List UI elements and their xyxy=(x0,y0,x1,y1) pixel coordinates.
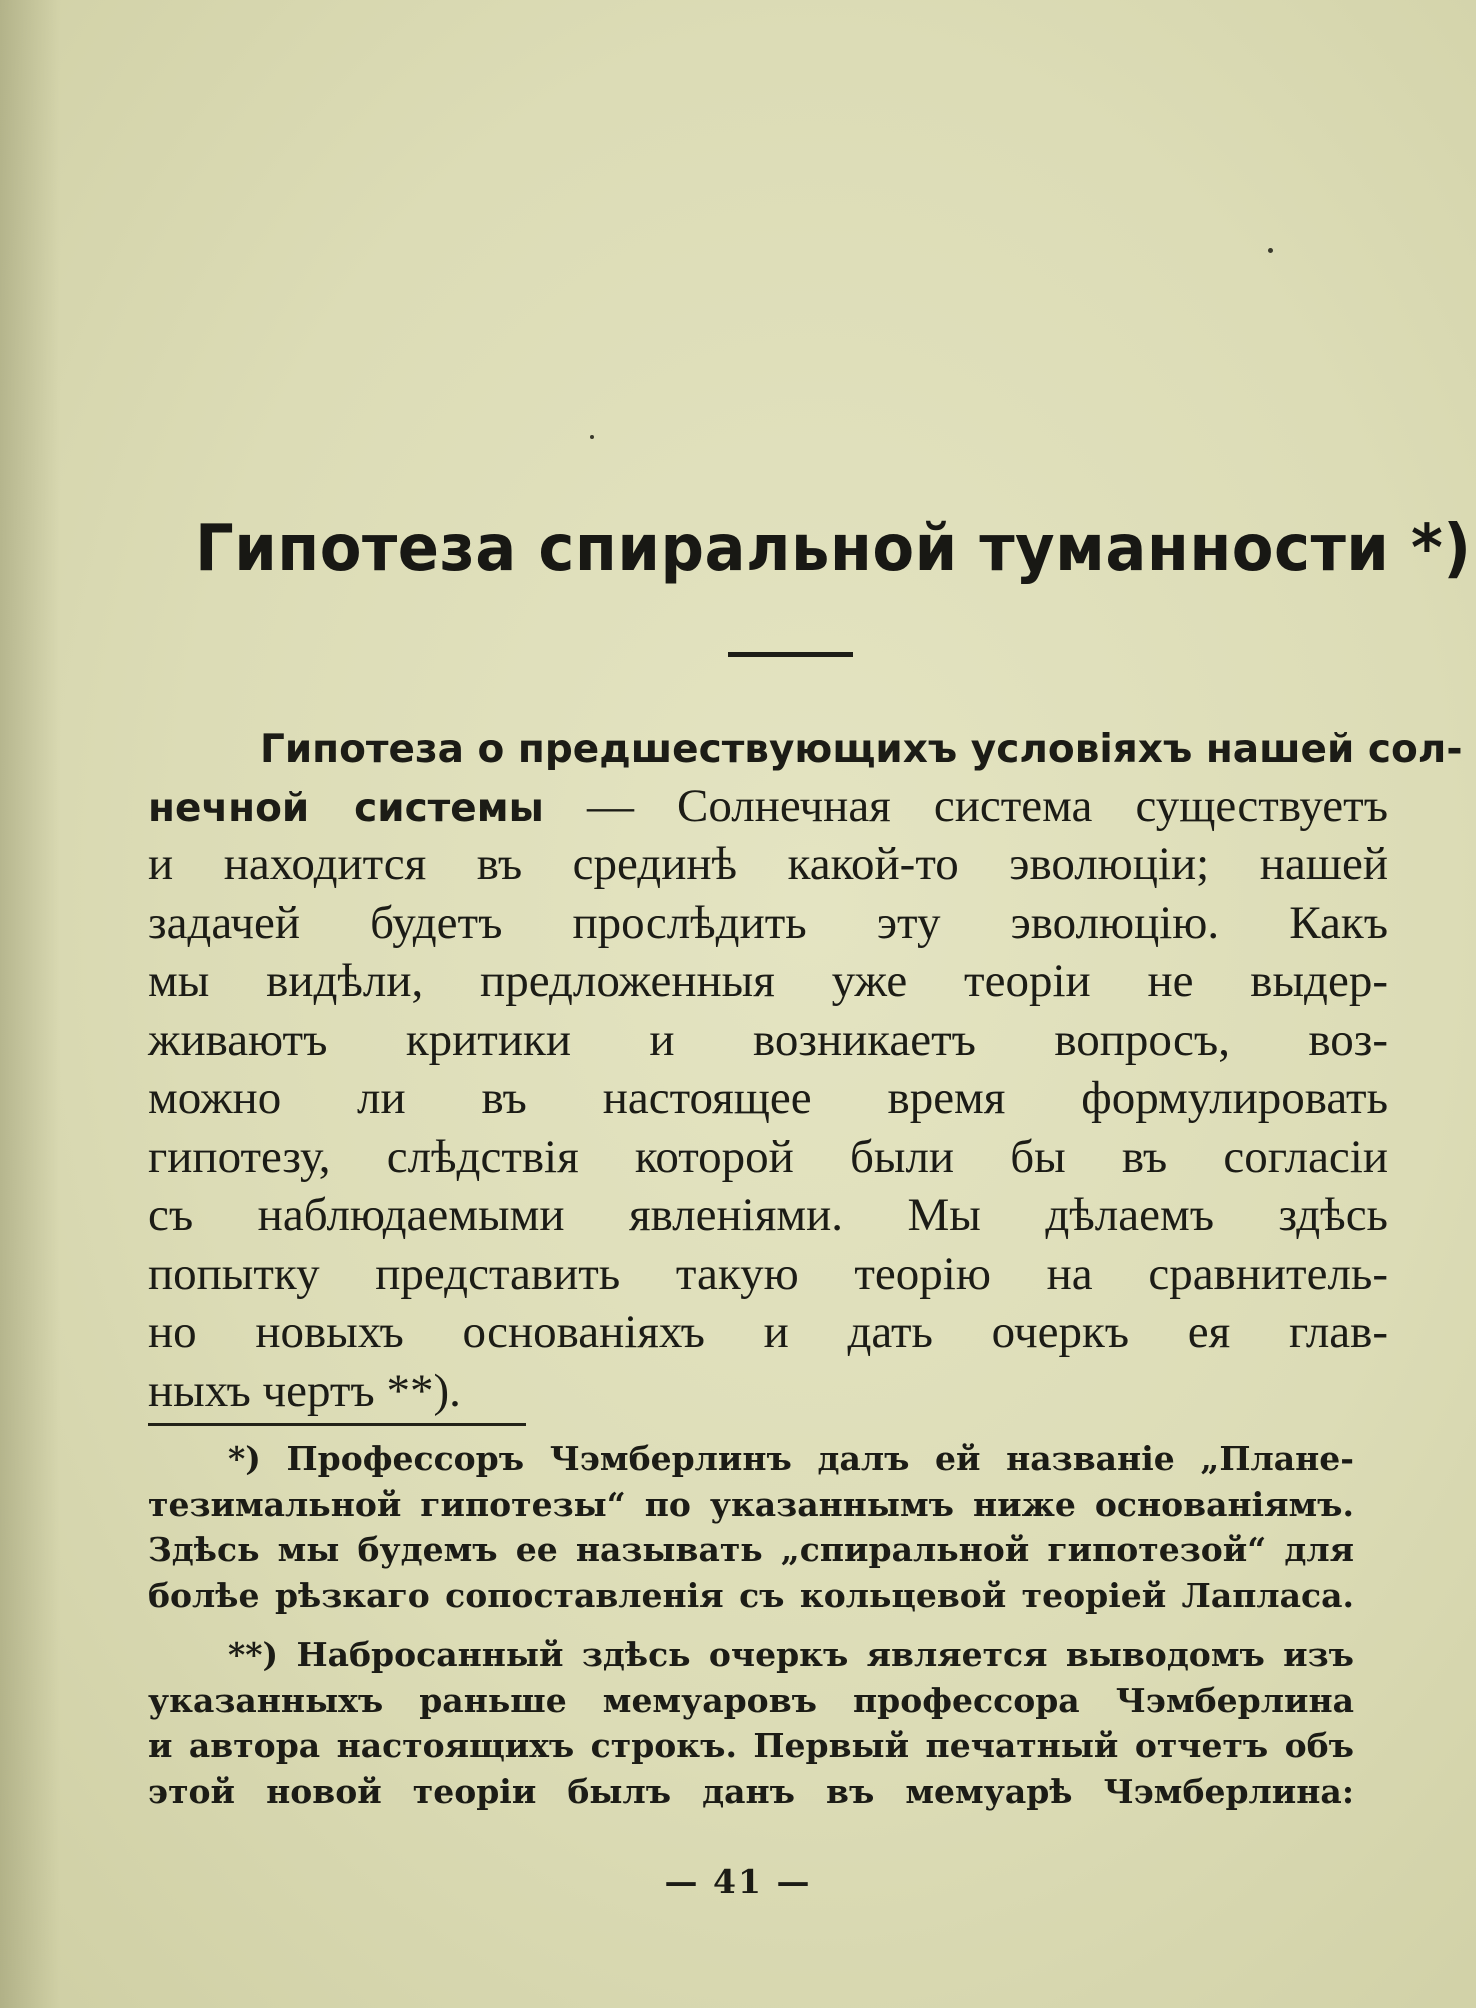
footnote-line: болѣе рѣзкаго сопоставленія съ кольцевой теоріей Лапласа. xyxy=(148,1575,1354,1615)
footnote-separator xyxy=(148,1423,526,1426)
paragraph-line xyxy=(148,777,1388,836)
footnote-line: *) Профессоръ Чэмберлинъ далъ ей названіе „Плане- xyxy=(228,1439,1354,1478)
paragraph-line: задачей будетъ прослѣдить эту эволюцію. Какъ xyxy=(148,896,1388,949)
paragraph-lead: Гипотеза о предшествующихъ условіяхъ нашей сол- xyxy=(260,727,1463,772)
footnote-line: тезимальной гипотезы“ по указаннымъ ниже основаніямъ. xyxy=(148,1484,1354,1524)
paragraph-line-text: — Солнечная система существуетъ xyxy=(543,779,1388,832)
chapter-title: Гипотеза спиральной туманности *) xyxy=(195,512,1472,586)
paper-speck xyxy=(590,435,594,439)
title-divider xyxy=(728,652,853,657)
paragraph-line: и находится въ срединѣ какой-то эволюціи; нашей xyxy=(148,838,1388,890)
paragraph-line: гипотезу, слѣдствія которой были бы въ согласіи xyxy=(148,1130,1388,1183)
footnote-line: указанныхъ раньше мемуаровъ профессора Чэмберлина xyxy=(148,1680,1354,1720)
footnote-line: и автора настоящихъ строкъ. Первый печатный отчетъ объ xyxy=(148,1726,1354,1765)
paper-speck xyxy=(1268,248,1273,253)
paragraph-lead-continuation: нечной системы xyxy=(148,785,544,831)
main-paragraph xyxy=(148,718,1463,1420)
paragraph-line: съ наблюдаемыми явленіями. Мы дѣлаемъ здѣсь xyxy=(148,1189,1388,1241)
footnote-line: этой новой теоріи былъ данъ въ мемуарѣ Чэмберлина: xyxy=(148,1771,1354,1811)
paragraph-line: живаютъ критики и возникаетъ вопросъ, воз- xyxy=(148,1013,1388,1066)
paragraph-line: ныхъ чертъ **). xyxy=(148,1364,461,1417)
footnote-gap xyxy=(148,1618,1354,1632)
paragraph-line: мы видѣли, предложенныя уже теоріи не выдер- xyxy=(148,955,1388,1007)
footnotes xyxy=(148,1436,1354,1814)
page-number: — 41 — xyxy=(664,1862,812,1901)
paragraph-line: но новыхъ основаніяхъ и дать очеркъ ея глав- xyxy=(148,1306,1388,1358)
footnote-line: Здѣсь мы будемъ ее называть „спиральной гипотезой“ для xyxy=(148,1530,1354,1569)
paragraph-line: попытку представить такую теорію на сравнитель- xyxy=(148,1247,1388,1300)
paragraph-line: можно ли въ настоящее время формулировать xyxy=(148,1072,1388,1124)
paragraph-line xyxy=(148,718,1463,777)
binding-shadow xyxy=(0,0,60,2008)
footnote-line: **) Набросанный здѣсь очеркъ является выводомъ изъ xyxy=(228,1635,1354,1674)
